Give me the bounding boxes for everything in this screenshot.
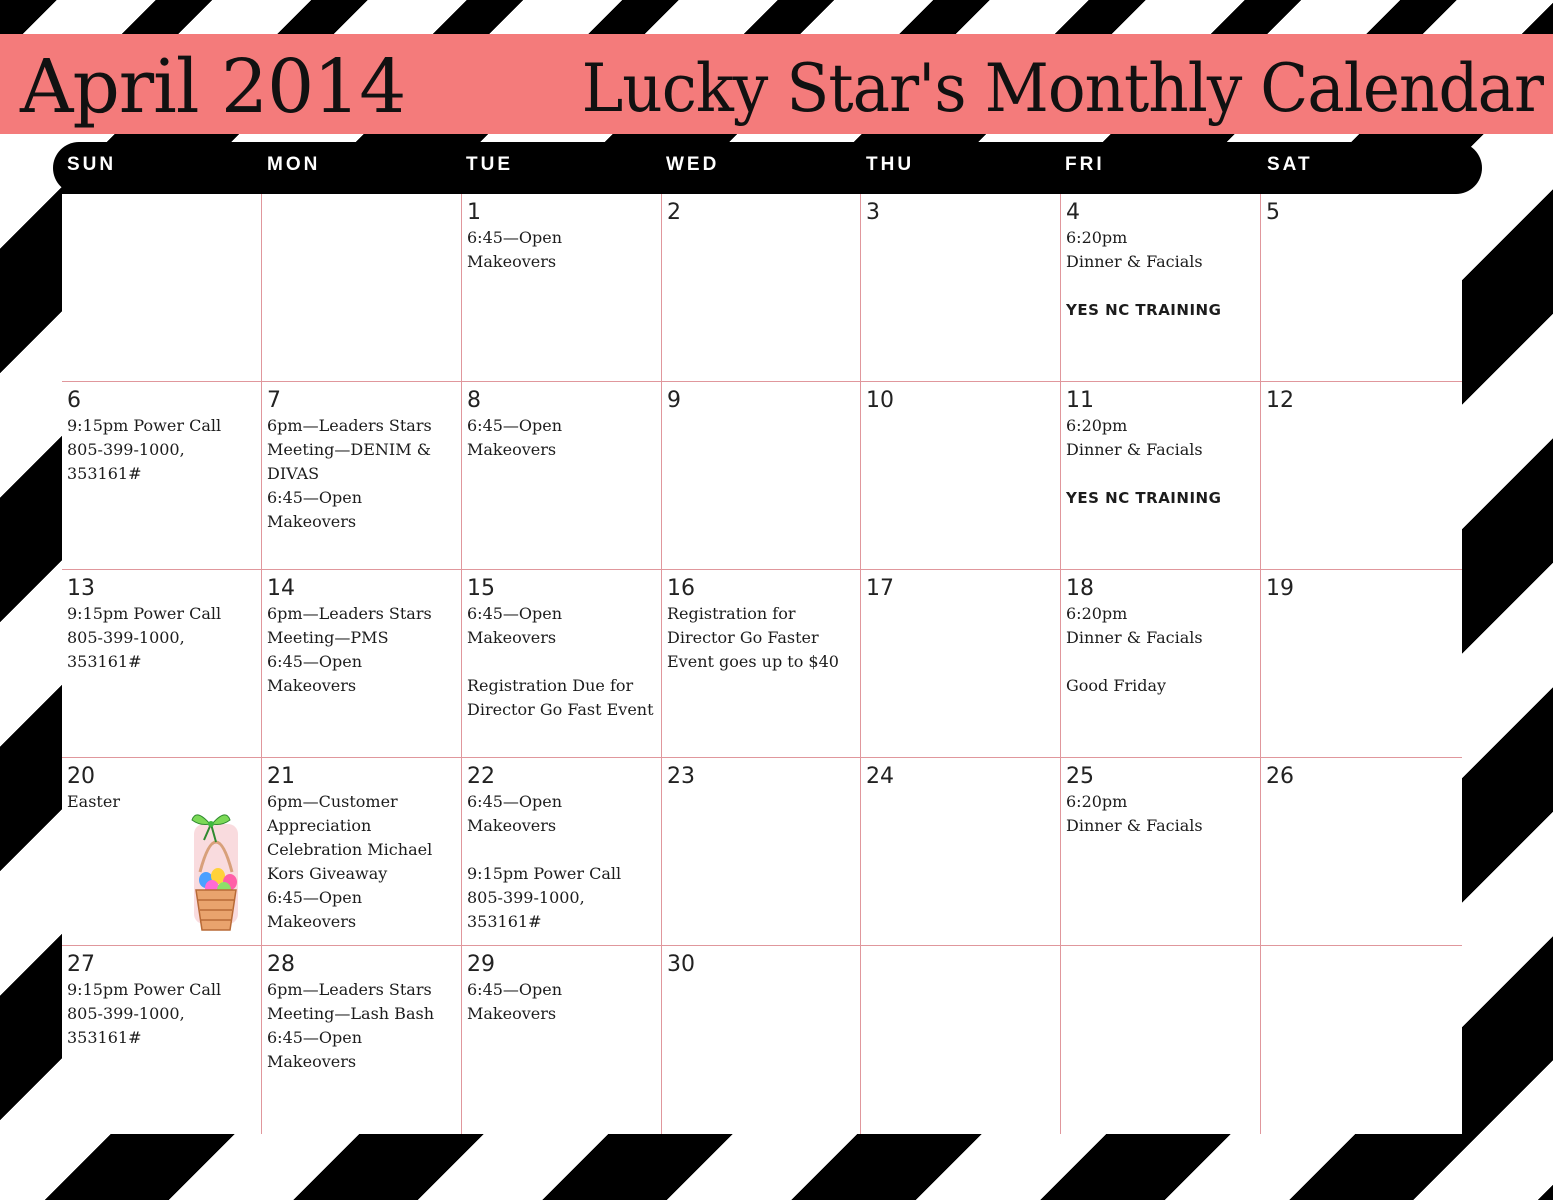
event-text: 6:45—Open Makeovers — [467, 604, 563, 647]
day-number: 11 — [1066, 388, 1094, 413]
event-text: Registration for Director Go Faster Event goes up to $40 — [667, 604, 839, 671]
day-number: 16 — [667, 576, 695, 601]
weekday-sun: SUN — [67, 154, 117, 175]
day-number: 25 — [1066, 764, 1094, 789]
day-cell-22 — [462, 758, 662, 946]
day-cell-15 — [462, 570, 662, 758]
day-cell-6 — [62, 382, 262, 570]
event-text: 6:45—Open Makeovers — [467, 416, 563, 459]
calendar-grid — [62, 194, 1462, 1134]
day-cell-30 — [662, 946, 861, 1134]
weekday-tue: TUE — [466, 154, 513, 175]
day-number: 1 — [467, 200, 481, 225]
day-cell-10 — [861, 382, 1061, 570]
day-cell-2 — [662, 194, 861, 382]
day-cell-1 — [462, 194, 662, 382]
day-cell-17 — [861, 570, 1061, 758]
event-text: 6pm—Customer Appreciation Celebration Michael Kors Giveaway 6:45—Open Makeovers — [267, 792, 433, 931]
day-cell-14 — [262, 570, 462, 758]
event-text: YES NC TRAINING — [1066, 301, 1222, 319]
day-number: 14 — [267, 576, 295, 601]
empty-cell — [1061, 946, 1261, 1134]
event-text: 9:15pm Power Call 805-399-1000, 353161# — [467, 864, 622, 931]
day-number: 21 — [267, 764, 295, 789]
day-number: 7 — [267, 388, 281, 413]
chevron-border-top — [0, 0, 1553, 34]
day-cell-28 — [262, 946, 462, 1134]
day-cell-4 — [1061, 194, 1261, 382]
day-number: 23 — [667, 764, 695, 789]
weekday-thu: THU — [866, 154, 915, 175]
day-number: 29 — [467, 952, 495, 977]
day-cell-7 — [262, 382, 462, 570]
day-cell-16 — [662, 570, 861, 758]
day-number: 2 — [667, 200, 681, 225]
day-number: 30 — [667, 952, 695, 977]
event-text: 9:15pm Power Call 805-399-1000, 353161# — [67, 416, 222, 483]
day-number: 12 — [1266, 388, 1294, 413]
event-text: 6:20pm Dinner & Facials — [1066, 228, 1203, 271]
event-text: 6pm—Leaders Stars Meeting—PMS 6:45—Open Makeovers — [267, 604, 432, 695]
empty-cell — [861, 946, 1061, 1134]
day-number: 4 — [1066, 200, 1080, 225]
day-number: 10 — [866, 388, 894, 413]
event-text: Good Friday — [1066, 676, 1167, 695]
day-cell-8 — [462, 382, 662, 570]
day-cell-23 — [662, 758, 861, 946]
event-text: 6pm—Leaders Stars Meeting—DENIM & DIVAS 6:45—Open Makeovers — [267, 416, 432, 531]
day-number: 3 — [866, 200, 880, 225]
weekday-fri: FRI — [1065, 154, 1105, 175]
event-text: 6:45—Open Makeovers — [467, 228, 563, 271]
day-number: 26 — [1266, 764, 1294, 789]
event-text: Easter — [67, 792, 120, 811]
day-cell-3 — [861, 194, 1061, 382]
easter-basket-icon — [186, 806, 246, 934]
day-number: 18 — [1066, 576, 1094, 601]
month-title: April 2014 — [20, 44, 406, 130]
event-text: 9:15pm Power Call 805-399-1000, 353161# — [67, 980, 222, 1047]
day-cell-24 — [861, 758, 1061, 946]
event-text: 9:15pm Power Call 805-399-1000, 353161# — [67, 604, 222, 671]
day-number: 19 — [1266, 576, 1294, 601]
event-text: 6:20pm Dinner & Facials — [1066, 604, 1203, 647]
day-number: 15 — [467, 576, 495, 601]
weekday-wed: WED — [666, 154, 720, 175]
day-cell-5 — [1261, 194, 1462, 382]
event-text: 6:45—Open Makeovers — [467, 792, 563, 835]
day-number: 28 — [267, 952, 295, 977]
event-text: 6:45—Open Makeovers — [467, 980, 563, 1023]
day-cell-19 — [1261, 570, 1462, 758]
day-cell-27 — [62, 946, 262, 1134]
day-number: 13 — [67, 576, 95, 601]
weekday-header — [53, 142, 1482, 194]
empty-cell — [62, 194, 262, 382]
calendar-title: Lucky Star's Monthly Calendar — [581, 50, 1543, 127]
day-number: 20 — [67, 764, 95, 789]
event-text: 6:20pm Dinner & Facials — [1066, 792, 1203, 835]
day-cell-12 — [1261, 382, 1462, 570]
day-number: 22 — [467, 764, 495, 789]
event-text: 6:20pm Dinner & Facials — [1066, 416, 1203, 459]
day-cell-26 — [1261, 758, 1462, 946]
day-cell-9 — [662, 382, 861, 570]
day-cell-29 — [462, 946, 662, 1134]
weekday-sat: SAT — [1267, 154, 1313, 175]
day-cell-13 — [62, 570, 262, 758]
day-cell-21 — [262, 758, 462, 946]
day-number: 8 — [467, 388, 481, 413]
day-number: 17 — [866, 576, 894, 601]
day-number: 5 — [1266, 200, 1280, 225]
day-cell-25 — [1061, 758, 1261, 946]
day-number: 6 — [67, 388, 81, 413]
event-text: YES NC TRAINING — [1066, 489, 1222, 507]
day-number: 9 — [667, 388, 681, 413]
empty-cell — [262, 194, 462, 382]
weekday-mon: MON — [267, 154, 321, 175]
day-number: 24 — [866, 764, 894, 789]
event-text: Registration Due for Director Go Fast Event — [467, 676, 654, 719]
day-number: 27 — [67, 952, 95, 977]
empty-cell — [1261, 946, 1462, 1134]
day-cell-11 — [1061, 382, 1261, 570]
event-text: 6pm—Leaders Stars Meeting—Lash Bash 6:45—Open Makeovers — [267, 980, 434, 1071]
day-cell-18 — [1061, 570, 1261, 758]
title-banner — [0, 34, 1553, 134]
